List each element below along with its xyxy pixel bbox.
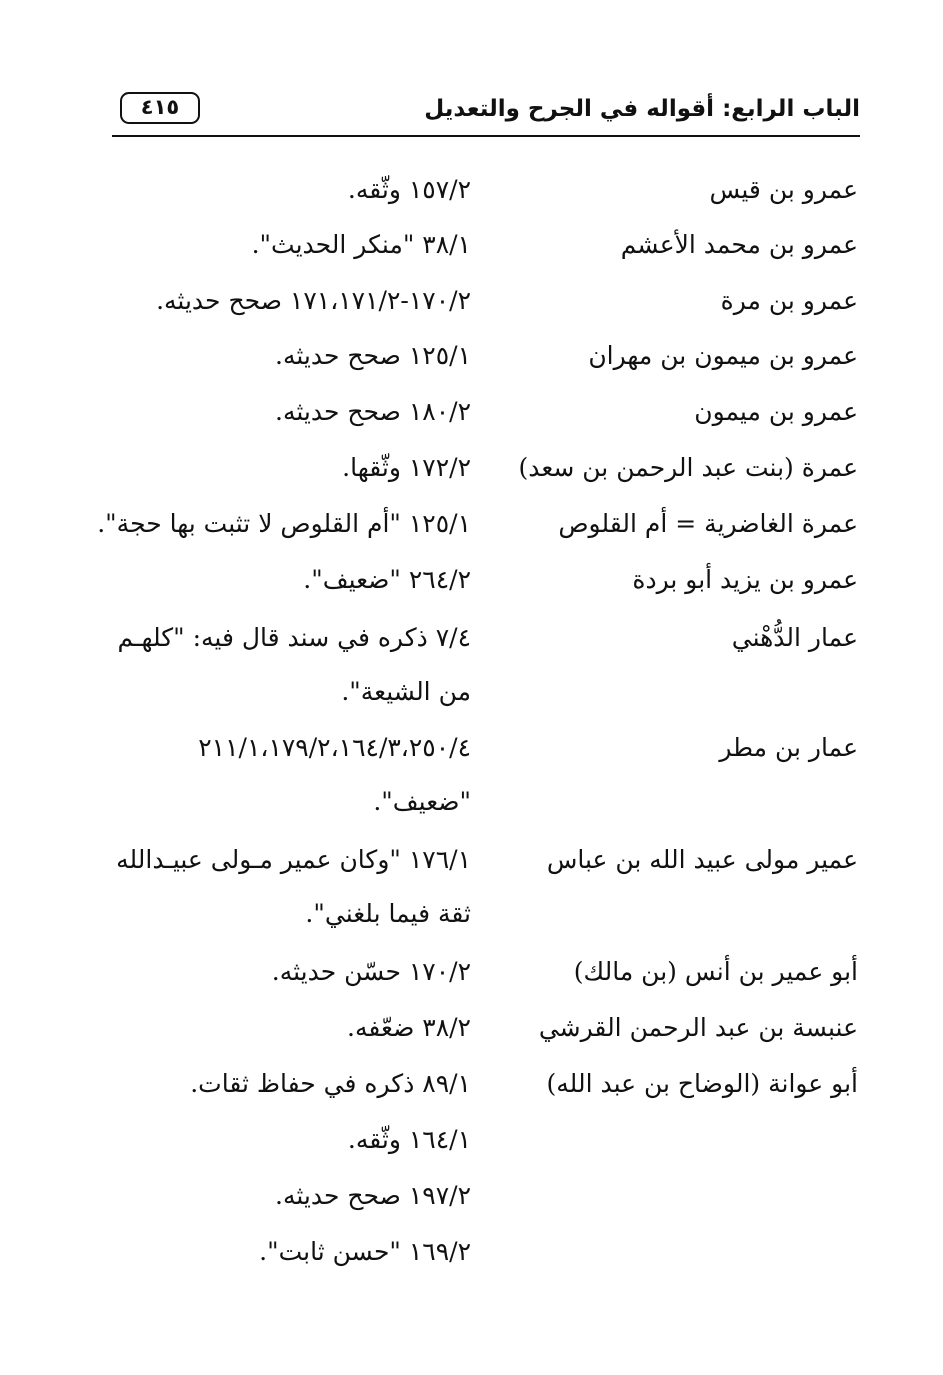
- narrator-name: أبو عمير بن أنس (بن مالك): [573, 957, 858, 986]
- narrator-name: أبو عوانة (الوضاح بن عبد الله): [546, 1069, 858, 1098]
- list-item: [0, 730, 943, 840]
- narrator-name: عمار الدُّهْني: [731, 623, 858, 652]
- narrator-name: عمرة (بنت عبد الرحمن بن سعد): [518, 453, 858, 482]
- reference-continuation: "ضعيف".: [373, 787, 471, 816]
- reference-text: ١٦٤/١ وثّقه.: [347, 1125, 471, 1154]
- narrator-name: عمير مولى عبيد الله بن عباس: [546, 845, 858, 874]
- reference-text: ٨٩/١ ذكره في حفاظ ثقات.: [190, 1069, 471, 1098]
- list-item: [0, 172, 943, 228]
- list-item: [0, 283, 943, 339]
- list-item: [0, 338, 943, 394]
- narrator-name: عمرة الغاضرية = أم القلوص: [558, 509, 858, 538]
- narrator-name: عمار بن مطر: [719, 733, 858, 762]
- reference-text: ١٧٠/٢ حسّن حديثه.: [271, 957, 471, 986]
- reference-text: ١٦٩/٢ "حسن ثابت".: [259, 1237, 471, 1266]
- narrator-name: عمرو بن محمد الأعشم: [620, 230, 858, 259]
- narrator-name: عنبسة بن عبد الرحمن القرشي: [538, 1013, 858, 1042]
- list-item: [0, 227, 943, 283]
- reference-text: ١٨٠/٢ صحح حديثه.: [275, 397, 471, 426]
- list-item: [0, 1010, 943, 1066]
- list-item: [0, 450, 943, 506]
- reference-text: ١٢٥/١ "أم القلوص لا تثبت بها حجة".: [97, 509, 471, 538]
- narrator-name: عمرو بن يزيد أبو بردة: [632, 565, 858, 594]
- list-item: [0, 506, 943, 562]
- list-item: [0, 1178, 943, 1234]
- reference-continuation: من الشيعة".: [341, 677, 471, 706]
- reference-continuation: ثقة فيما بلغني".: [305, 899, 471, 928]
- list-item: [0, 394, 943, 450]
- narrator-name: عمرو بن قيس: [709, 175, 858, 204]
- reference-text: ٧/٤ ذكره في سند قال فيه: "كلهـم: [117, 623, 471, 652]
- list-item: [0, 562, 943, 618]
- reference-text: ٢١١/١،١٧٩/٢،١٦٤/٣،٢٥٠/٤: [198, 733, 471, 762]
- list-item: [0, 1234, 943, 1290]
- narrator-name: عمرو بن ميمون: [694, 397, 858, 426]
- list-item: [0, 620, 943, 730]
- page-number: ٤١٥: [120, 92, 200, 124]
- list-item: [0, 1066, 943, 1122]
- reference-text: ٣٨/١ "منكر الحديث".: [251, 230, 471, 259]
- reference-text: ١٩٧/٢ صحح حديثه.: [275, 1181, 471, 1210]
- reference-text: ١٧٦/١ "وكان عمير مـولى عبيـدالله: [116, 845, 471, 874]
- list-item: [0, 842, 943, 952]
- reference-text: ١٧٠/٢-١٧١،١٧١/٢ صحح حديثه.: [156, 286, 471, 315]
- reference-text: ١٥٧/٢ وثّقه.: [347, 175, 471, 204]
- list-item: [0, 954, 943, 1010]
- reference-text: ١٢٥/١ صحح حديثه.: [275, 341, 471, 370]
- reference-text: ٣٨/٢ ضعّفه.: [347, 1013, 471, 1042]
- reference-text: ٢٦٤/٢ "ضعيف".: [303, 565, 471, 594]
- narrator-name: عمرو بن ميمون بن مهران: [588, 341, 858, 370]
- chapter-title: الباب الرابع: أقواله في الجرح والتعديل: [424, 96, 860, 122]
- reference-text: ١٧٢/٢ وثّقها.: [342, 453, 471, 482]
- narrator-name: عمرو بن مرة: [720, 286, 858, 315]
- list-item: [0, 1122, 943, 1178]
